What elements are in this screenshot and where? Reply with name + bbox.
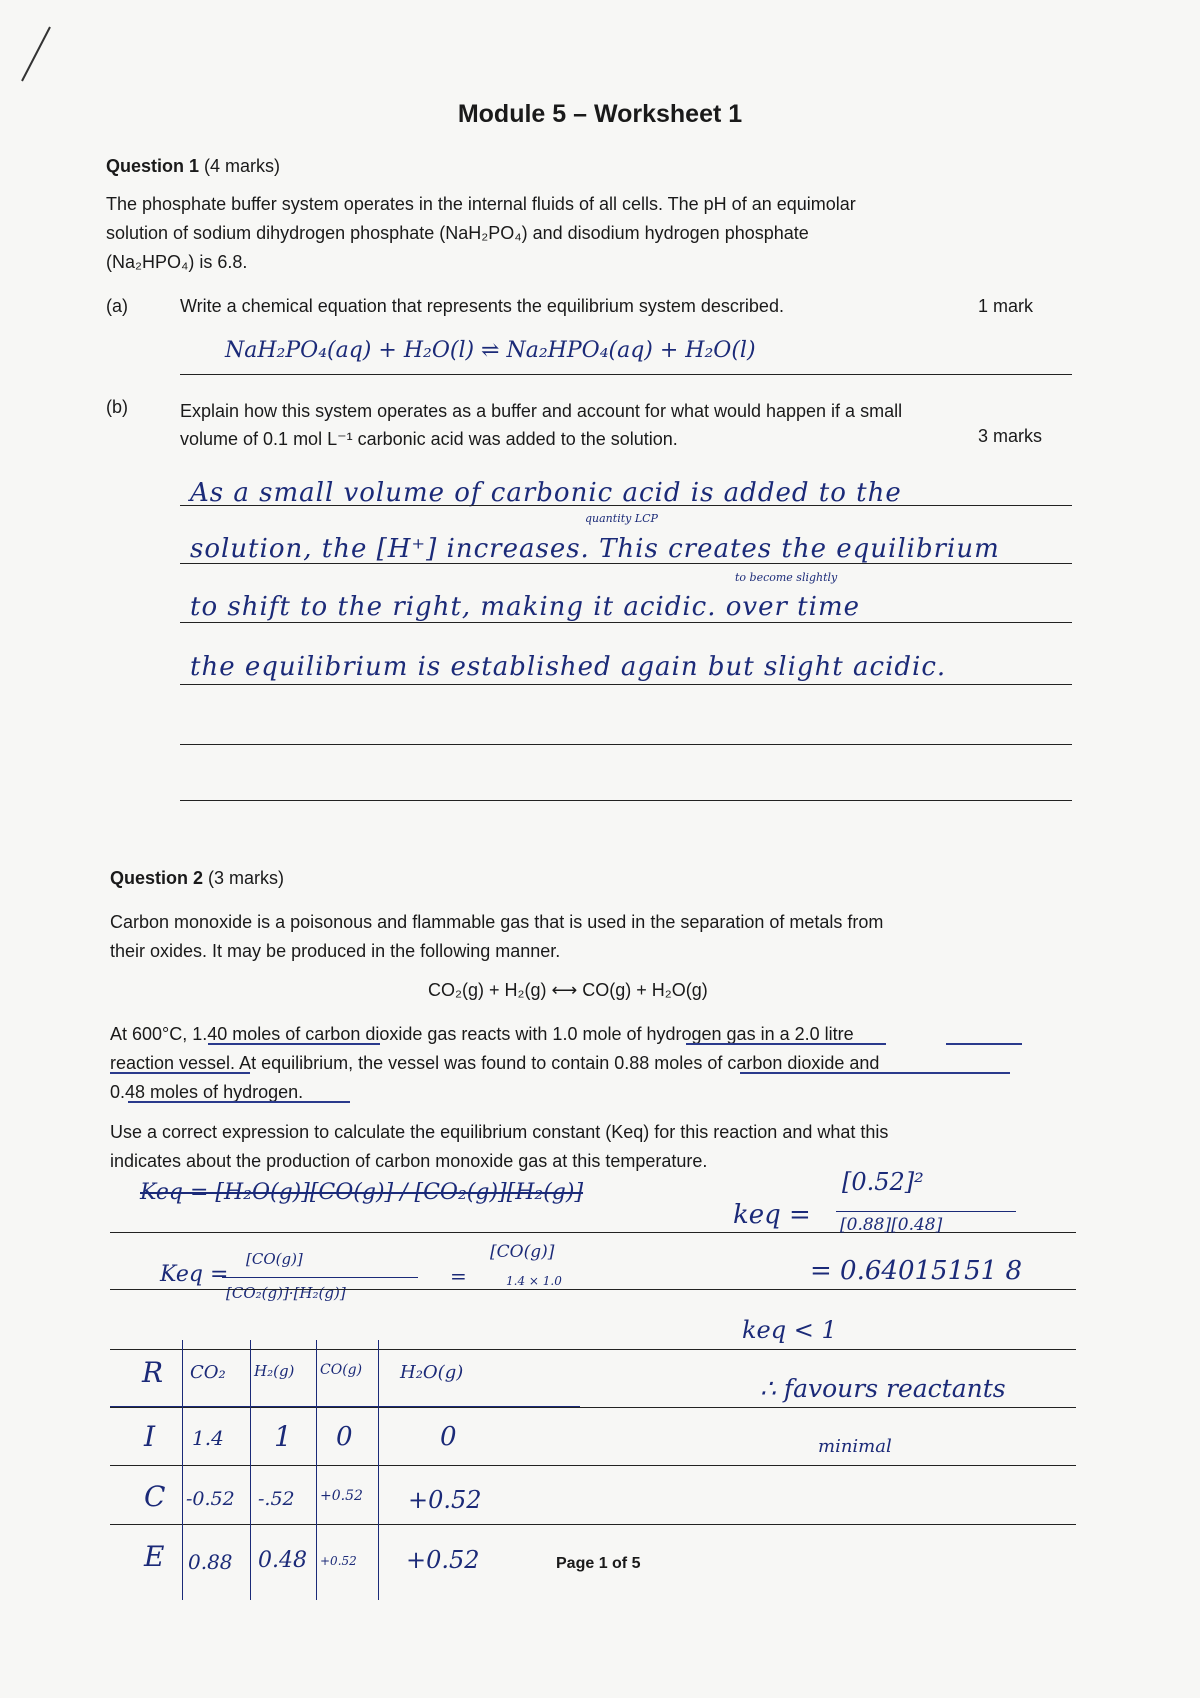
q1a-handwritten-answer: NaH₂PO₄(aq) + H₂O(l) ⇌ Na₂HPO₄(aq) + H₂O(l) [225,338,756,363]
rice-table-vline [182,1340,183,1600]
keq-crossed-out [140,1180,583,1205]
page-title: Module 5 – Worksheet 1 [457,100,743,128]
q1a-question: Write a chemical equation that represents the equilibrium system described. [180,296,784,316]
underline-reaction-vessel [110,1072,250,1074]
margin-slash-mark [18,25,52,83]
underline-0-88-moles [740,1072,1010,1074]
q1-intro-line-3: (Na₂HPO₄) is 6.8. [106,252,248,272]
q1b-answer-line-6 [180,800,1072,801]
q1b-answer-line-5 [180,744,1072,745]
rice-change-cell: +0.52 [320,1488,363,1504]
keq-right-den: [0.88][0.48] [840,1215,943,1235]
rice-table-vline [316,1340,317,1600]
q1b-answer-line-3 [180,622,1072,623]
keq-eq-denominator: 1.4 × 1.0 [506,1274,562,1288]
q1b-insert-1: quantity LCP [585,512,658,525]
underline-2-0-litre [946,1043,1022,1045]
rice-header: CO(g) [320,1362,363,1378]
keq-fraction-bar [222,1277,418,1278]
q2-info-line-1: At 600°C, 1.40 moles of carbon dioxide gas reacts with 1.0 mole of hydrogen gas in a 2.0 litre [110,1024,854,1044]
q1b-insert-2: to become slightly [735,571,838,584]
q1b-answer-line-4 [180,684,1072,685]
rice-row-label: I [144,1420,156,1453]
q2-answer-line-2 [110,1289,1076,1290]
rice-table-vline [250,1340,251,1600]
q2-info-line-2: reaction vessel. At equilibrium, the vessel was found to contain 0.88 moles of carbon dioxide and [110,1053,880,1073]
rice-initial-cell: 1.4 [192,1426,224,1450]
q2-task-line-1: Use a correct expression to calculate the equilibrium constant (Keq) for this reaction and what this [110,1122,889,1142]
q2-marks: (3 marks) [208,868,285,888]
rice-row-label: E [144,1540,165,1573]
q2-equation: CO₂(g) + H₂(g) ⟷ CO(g) + H₂O(g) [428,980,708,1000]
q1b-question-line-2: volume of 0.1 mol L⁻¹ carbonic acid was added to the solution. [180,429,678,449]
handwritten-note: minimal [818,1436,892,1457]
rice-header: CO₂ [190,1362,226,1383]
q1a-answer-line [180,374,1072,375]
q1-intro-line-1: The phosphate buffer system operates in the internal fluids of all cells. The pH of an equimolar [106,194,856,214]
rice-header: H₂(g) [254,1362,295,1380]
rice-equilibrium-cell: +0.52 [320,1554,357,1568]
q2-intro-line-2: their oxides. It may be produced in the following manner. [110,941,561,961]
keq-right-label: keq = [733,1200,811,1230]
keq-crossed-text: Keq = [H₂O(g)][CO(g)] / [CO₂(g)][H₂(g)] [140,1180,584,1205]
rice-initial-cell: 0 [336,1422,353,1452]
rice-initial-cell: 0 [440,1422,457,1452]
q1-marks: (4 marks) [204,156,281,176]
underline-0-48-moles [128,1101,350,1103]
q1b-question-line-1: Explain how this system operates as a buffer and account for what would happen if a small [180,401,903,421]
q1b-answer-line-3-text: to shift to the right, making it acidic. over time [190,592,860,622]
rice-equilibrium-cell: 0.88 [188,1550,233,1574]
q1b-question [180,397,1080,453]
rice-change-cell: +0.52 [408,1486,482,1514]
q2-intro [110,908,1110,966]
q1b-answer-line-1 [180,505,1072,506]
underline-1-40-moles [208,1043,380,1045]
q2-heading [110,868,284,889]
q1b-answer-line-1-text: As a small volume of carbonic acid is added to the [190,478,902,508]
q1b-label: (b) [106,397,128,417]
rice-initial-cell: 1 [274,1420,292,1453]
keq-conclusion: ∴ favours reactants [760,1374,1006,1403]
keq-denominator: [CO₂(g)]·[H₂(g)] [226,1284,346,1302]
page-number: Page 1 of 5 [556,1555,641,1572]
rice-table-hline [110,1406,580,1407]
underline-mole-hydrogen [686,1043,886,1045]
q1-intro-line-2: solution of sodium dihydrogen phosphate (NaH₂PO₄) and disodium hydrogen phosphate [106,223,809,243]
q1b-marks: 3 marks [978,426,1043,446]
rice-row-label: R [142,1356,164,1389]
rice-change-cell: -0.52 [186,1488,235,1510]
keq-numerator: [CO(g)] [246,1250,303,1268]
rice-table-vline [378,1340,379,1600]
rice-change-cell: -.52 [258,1488,295,1510]
q2-task-line-2: indicates about the production of carbon monoxide gas at this temperature. [110,1151,708,1171]
q1b-answer-line-2 [180,563,1072,564]
rice-header: H₂O(g) [400,1362,464,1383]
keq-left-label: Keq = [160,1262,229,1287]
keq-compare: keq < 1 [742,1316,837,1344]
q2-info [110,1020,1110,1107]
keq-eq-numerator: [CO(g)] [490,1242,555,1262]
rice-row-label: C [144,1480,166,1513]
q1a-marks: 1 mark [978,296,1034,316]
q1-head-label: Question 1 [106,156,200,176]
keq-value: = 0.64015151 8 [810,1256,1022,1286]
q1-heading [106,156,280,177]
q2-head-label: Question 2 [110,868,204,888]
rice-equilibrium-cell: +0.52 [406,1546,480,1574]
q1b-answer-line-4-text: the equilibrium is established again but slight acidic. [190,652,947,682]
q1b-answer-line-2-text: solution, the [H⁺] increases. This creates the equilibrium [190,534,1000,564]
keq-right-bar [836,1211,1016,1212]
rice-equilibrium-cell: 0.48 [258,1548,307,1573]
q1-intro [106,190,1106,277]
rice-table [130,1340,590,1600]
keq-right-num: [0.52]² [842,1168,924,1196]
q2-task [110,1118,1110,1176]
q1a-label: (a) [106,296,128,316]
q2-intro-line-1: Carbon monoxide is a poisonous and flammable gas that is used in the separation of metals from [110,912,884,932]
q2-info-line-3: 0.48 moles of hydrogen. [110,1082,304,1102]
keq-equals: = [450,1264,467,1288]
